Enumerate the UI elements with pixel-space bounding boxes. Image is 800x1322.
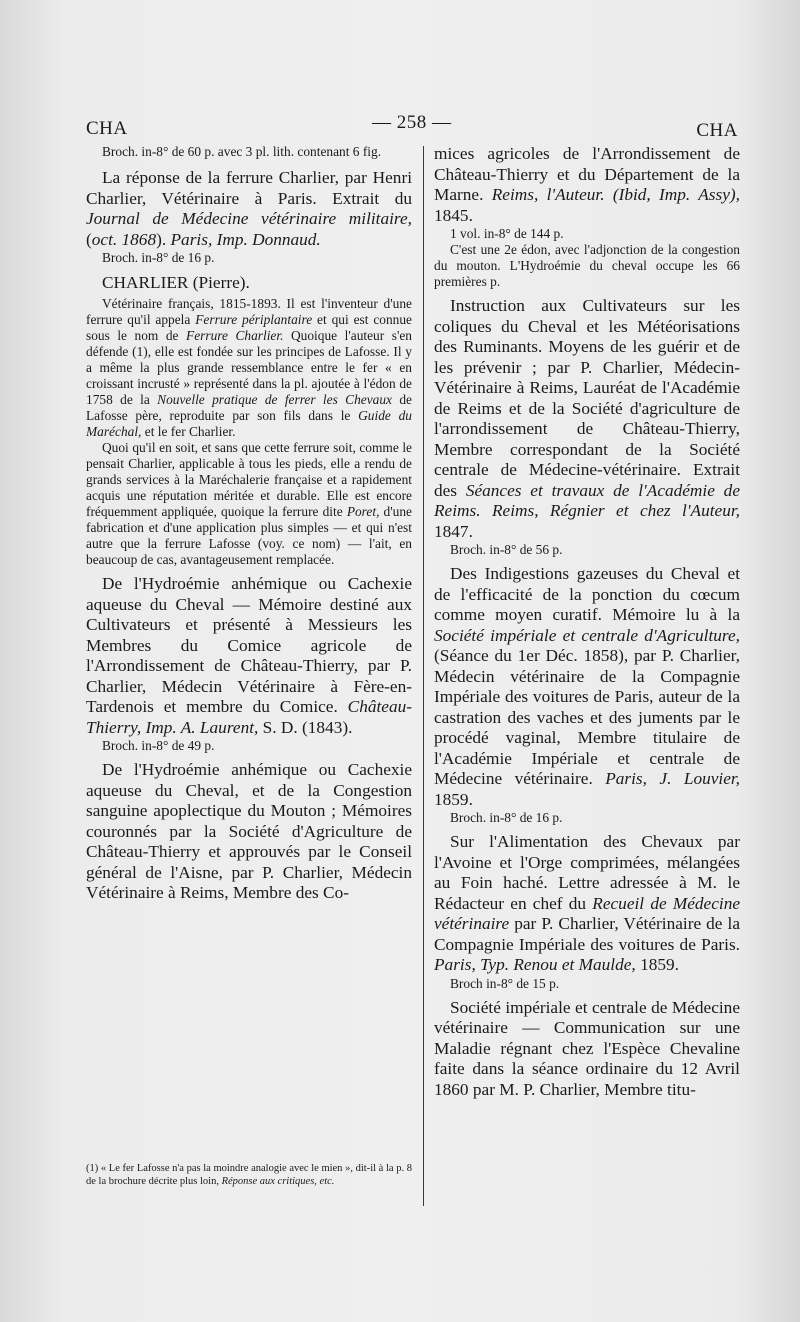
bio-text: et le fer Charlier. <box>141 424 236 439</box>
column-divider <box>423 146 424 1206</box>
entry-title: Société impériale et centrale de Médecine vétérinaire — Communication sur une Maladie régnant chez l'Espèce Chevaline faite dans la séance ordinaire du 12 Avril 1860 par M. P. Charlier, Membre titu- <box>434 997 740 1099</box>
entry-title <box>434 832 740 976</box>
title-text: De l'Hydroémie anhémique ou Cachexie aqueuse du Cheval — Mémoire destiné aux Cultivateurs et présenté à Messieurs les Membres du Comice agricole de l'Arrondissement de Château-Thierry, par P. Charlier, Médecin Vétérinaire à Fère-en-Tardenois et membre du Comice. <box>86 574 412 716</box>
bio-italic: Poret, <box>346 504 380 519</box>
title-text: 1859. <box>434 789 473 809</box>
title-text: 1845. <box>434 205 473 225</box>
footnote-italic: Réponse aux critiques, etc. <box>221 1175 335 1187</box>
title-italic: Paris, Typ. Renou et Maulde, <box>434 955 636 974</box>
entry-description: Broch. in-8° de 16 p. <box>450 810 563 825</box>
footnote <box>86 1163 412 1188</box>
title-italic: Société impériale et centrale d'Agriculture, <box>434 625 740 645</box>
author-heading: CHARLIER (Pierre). <box>102 273 250 292</box>
header-left: CHA <box>86 118 128 139</box>
bio-text: Vétérinaire français, 1815-1893. Il est l'inventeur d'une ferrure qu'il appela <box>86 296 412 327</box>
title-italic: Journal de Médecine vétérinaire militaire, <box>86 209 412 228</box>
title-text: Instruction aux Cultivateurs sur les coliques du Cheval et les Météorisations des Ruminants. Moyens de les guérir et de les prévenir ; par P. Charlier, Médecin-Vétérinaire à Reims, Lauréat de l'Académie de Reims et de la Société d'agriculture de l'arrondissement de Château-Thierry, Membre correspondant de la Société centrale de Médecine-vétérinaire. Extrait des <box>434 296 740 500</box>
title-italic: Paris, J. Louvier, <box>605 769 740 788</box>
bio-text: et qui est connue sous le nom de <box>86 312 412 343</box>
left-column <box>86 144 412 910</box>
title-italic: Reims, l'Auteur. (Ibid, Imp. Assy), <box>491 185 740 204</box>
entry-title <box>86 168 412 250</box>
title-text: ( <box>86 229 92 249</box>
title-text: 1859. <box>635 955 679 974</box>
entry-note: C'est une 2e édon, avec l'adjonction de la congestion du mouton. L'Hydroémie du cheval occupe les 66 premières p. <box>434 242 740 289</box>
footnote-text: (1) « Le fer Lafosse n'a pas la moindre analogie avec le mien », dit-il à la p. 8 de la brochure décrite plus loin, <box>86 1163 412 1187</box>
title-text: Sur l'Alimentation des Chevaux par l'Avoine et l'Orge comprimées, mélangées au Foin haché. Lettre adressée à M. le Rédacteur en chef du <box>434 832 740 913</box>
entry-title: De l'Hydroémie anhémique ou Cachexie aqueuse du Cheval, et de la Congestion sanguine apoplectique du Mouton ; Mémoires couronnés par la Société d'Agriculture de Château-Thierry et approuvés par le Conseil général de l'Aisne, par P. Charlier, Médecin Vétérinaire à Reims, Membre des Co- <box>86 760 412 902</box>
title-text: 1847. <box>434 521 473 541</box>
entry-title <box>434 144 740 226</box>
title-italic: Paris, Imp. Donnaud. <box>170 229 321 249</box>
title-text: par P. Charlier, Vétérinaire de la Compagnie Impériale des voitures de Paris. <box>434 914 740 954</box>
bio-italic: Guide du Maréchal, <box>86 408 412 439</box>
entry-description: 1 vol. in-8° de 144 p. <box>450 226 564 241</box>
author-biography <box>86 296 412 440</box>
bio-italic: Nouvelle pratique de ferrer les Chevaux <box>157 392 392 407</box>
bio-text: d'une fabrication et d'une application plus simples — et qui n'est autre que la ferrure Lafosse (voy. ce nom) — l'ait, en beaucoup de cas, avantageusement remplacée. <box>86 504 412 567</box>
header-right: CHA <box>696 120 738 141</box>
bio-text: de Lafosse père, reproduite par son fils dans le <box>86 392 412 423</box>
bibliography-entry <box>86 574 412 754</box>
entry-title <box>434 564 740 810</box>
bibliography-entry <box>434 998 740 1101</box>
entry-description: Broch. in-8° de 56 p. <box>450 542 563 557</box>
page-number: — 258 — <box>372 112 452 133</box>
title-text: Des Indigestions gazeuses du Cheval et de l'efficacité de la ponction du cœcum comme moyen curatif. Mémoire lu à la <box>434 564 740 624</box>
title-italic: Séances et travaux de l'Académie de Reims. Reims, Régnier et chez l'Auteur, <box>434 480 740 520</box>
bibliography-entry <box>434 832 740 992</box>
bibliography-entry <box>86 168 412 266</box>
entry-description: Broch. in-8° de 49 p. <box>102 738 215 753</box>
entry-description: Broch. in-8° de 60 p. avec 3 pl. lith. contenant 6 fig. <box>102 144 382 159</box>
running-head <box>86 112 738 144</box>
entry-title <box>434 296 740 542</box>
title-italic: Recueil de Médecine vétérinaire <box>434 893 741 933</box>
bio-text: Quoi qu'il en soit, et sans que cette ferrure soit, comme le pensait Charlier, applicable à tous les pieds, elle a rendu de grands services à la Maréchalerie française et a rapidement acquis une réputation méritée et durable. Elle est encore fréquemment appliquée, quoique la ferrure dite <box>86 440 412 519</box>
title-text: mices agricoles de l'Arrondissement de Château-Thierry et du Département de la Marne. <box>434 144 740 204</box>
bibliography-entry <box>434 296 740 558</box>
entry-description: Broch in-8° de 15 p. <box>450 975 560 991</box>
title-text: La réponse de la ferrure Charlier, par Henri Charlier, Vétérinaire à Paris. Extrait du <box>86 168 412 208</box>
title-text: ). <box>156 229 171 249</box>
bio-italic: Ferrure périplantaire <box>195 312 313 327</box>
author-biography-continued <box>86 440 412 568</box>
bio-text: Quoique l'auteur s'en défende (1), elle est fondée sur les principes de Lafosse. Il y a même la plus grande ressemblance entre le fer « en croissant incrusté » représenté dans la pl. ajoutée à l'édon de 1758 de la <box>86 328 412 407</box>
title-text: S. D. (1843). <box>258 717 353 737</box>
right-column <box>434 144 740 1106</box>
entry-description: Broch. in-8° de 16 p. <box>102 250 215 265</box>
title-text: (Séance du 1er Déc. 1858), par P. Charlier, Médecin vétérinaire de la Compagnie Impériale des voitures de Paris, auteur de la castration des vaches et des juments par le procédé vaginal, Membre titulaire de l'Académie Impériale et centrale de Médecine vétérinaire. <box>434 646 740 788</box>
bio-italic: Ferrure Charlier. <box>186 328 284 343</box>
bibliography-entry <box>86 760 412 904</box>
title-italic: Château-Thierry, Imp. A. Laurent, <box>86 697 412 737</box>
title-italic: oct. 1868 <box>91 229 157 249</box>
entry-title <box>86 574 412 738</box>
bibliography-entry <box>434 564 740 826</box>
bibliography-entry-continued <box>434 144 740 290</box>
